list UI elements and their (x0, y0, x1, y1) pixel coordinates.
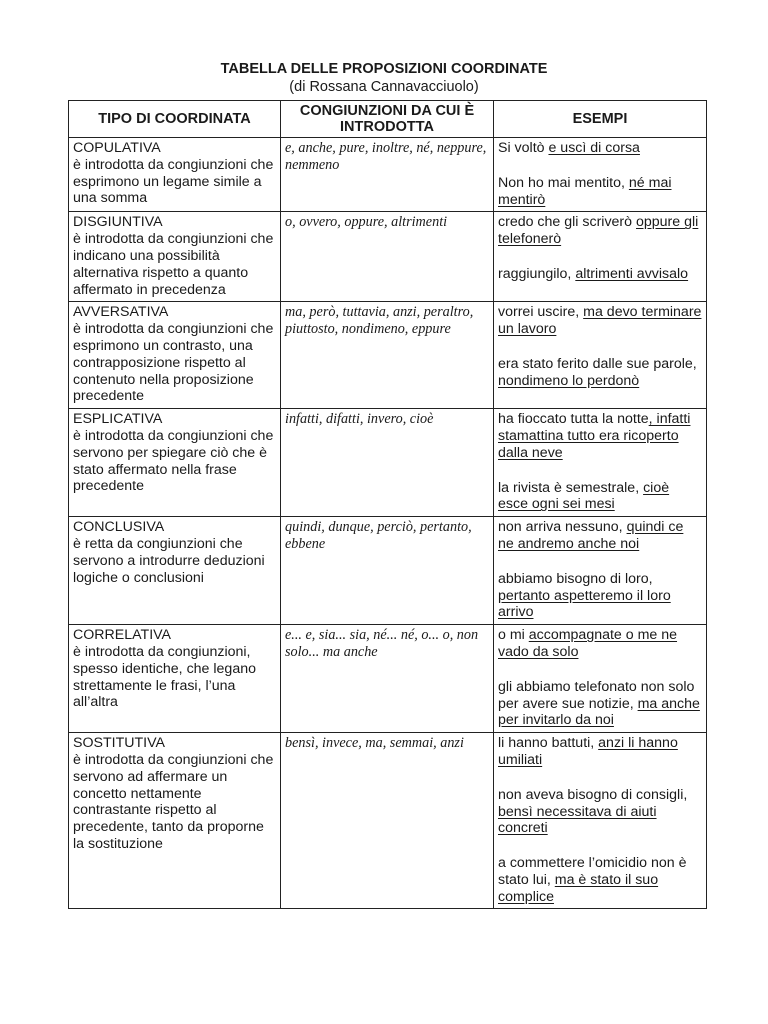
examples-cell (494, 138, 707, 212)
conjunctions-cell: quindi, dunque, perciò, pertanto, ebbene (281, 517, 494, 625)
example-underlined-clause: ma è stato il suo complice (498, 871, 659, 905)
example-plain-text: gli abbiamo telefonato non solo per avere sue notizie, (498, 678, 695, 712)
example-plain-text: abbiamo bisogno di loro, (498, 570, 653, 587)
examples-cell (494, 409, 707, 517)
example-underlined-clause: accompagnate o me ne vado da solo (498, 627, 678, 660)
example-plain-text: Si voltò (498, 140, 549, 156)
example-sentence (498, 266, 702, 283)
example-underlined-clause: ma anche per invitarlo da noi (498, 695, 700, 729)
example-sentence (498, 679, 702, 729)
type-description: è introdotta da congiunzioni che esprimono un contrasto, una contrapposizione rispetto al contenuto nella proposizione precedente (73, 321, 274, 405)
example-sentence (498, 627, 702, 661)
table-row (69, 138, 707, 212)
examples-cell (494, 625, 707, 733)
example-sentence (498, 519, 702, 553)
example-sentence (498, 411, 702, 461)
type-cell (69, 212, 281, 302)
example-underlined-clause: anzi li hanno umiliati (498, 735, 678, 768)
example-underlined-clause: nondimeno lo perdonò (498, 372, 640, 389)
table-row (69, 625, 707, 733)
table-body (69, 138, 707, 909)
example-plain-text: non arriva nessuno, (498, 519, 627, 536)
type-description: è retta da congiunzioni che servono a introdurre deduzioni logiche o conclusioni (73, 535, 265, 586)
examples-cell (494, 212, 707, 302)
example-sentence (498, 304, 702, 338)
example-underlined-clause: né mai mentirò (498, 174, 672, 208)
type-cell (69, 625, 281, 733)
example-underlined-clause: oppure gli telefonerò (498, 214, 699, 248)
table-row (69, 733, 707, 909)
header-examples: ESEMPI (494, 101, 707, 138)
conjunctions-cell: e... e, sia... sia, né... né, o... o, non solo... ma anche (281, 625, 494, 733)
example-underlined-clause: altrimenti avvisalo (575, 265, 689, 282)
example-sentence (498, 571, 702, 621)
example-plain-text: ha fioccato tutta la notte (498, 411, 649, 428)
conjunctions-cell: e, anche, pure, inoltre, né, neppure, nemmeno (281, 138, 494, 212)
example-plain-text: Non ho mai mentito, (498, 174, 629, 191)
conjunctions-cell: ma, però, tuttavia, anzi, peraltro, piuttosto, nondimeno, eppure (281, 302, 494, 409)
conjunctions-cell: infatti, difatti, invero, cioè (281, 409, 494, 517)
header-type: TIPO DI COORDINATA (69, 101, 281, 138)
type-description: è introdotta da congiunzioni, spesso identiche, che legano strettamente le frasi, l’una all’altra (73, 643, 256, 711)
type-cell (69, 517, 281, 625)
type-cell (69, 733, 281, 909)
example-underlined-clause: cioè esce ogni sei mesi (498, 479, 670, 513)
example-plain-text: non aveva bisogno di consigli, (498, 786, 688, 803)
examples-cell (494, 302, 707, 409)
example-plain-text: li hanno battuti, (498, 735, 599, 752)
page-subtitle: (di Rossana Cannavacciuolo) (289, 79, 479, 95)
example-plain-text: raggiungilo, (498, 265, 576, 282)
example-sentence (498, 356, 702, 390)
header-conjunctions: CONGIUNZIONI DA CUI È INTRODOTTA (281, 101, 494, 138)
example-sentence (498, 214, 702, 248)
type-name: AVVERSATIVA (73, 304, 169, 321)
type-name: ESPLICATIVA (73, 411, 163, 428)
type-name: SOSTITUTIVA (73, 735, 165, 752)
examples-cell (494, 733, 707, 909)
example-underlined-clause: quindi ce ne andremo anche noi (498, 519, 684, 552)
example-underlined-clause: e uscì di corsa (548, 140, 640, 156)
example-plain-text: era stato ferito dalle sue parole, (498, 355, 697, 372)
type-cell (69, 409, 281, 517)
example-underlined-clause: , infatti stamattina tutto era ricoperto dalla neve (498, 411, 691, 461)
type-name: CONCLUSIVA (73, 519, 165, 536)
type-name: DISGIUNTIVA (73, 214, 163, 231)
coordinate-clauses-table (68, 100, 707, 909)
type-description: è introdotta da congiunzioni che indicano una possibilità alternativa rispetto a quanto affermato in precedenza (73, 231, 274, 298)
example-plain-text: o mi (498, 627, 529, 644)
type-description: è introdotta da congiunzioni che servono per spiegare ciò che è stato affermato nella frase precedente (73, 427, 274, 495)
example-plain-text: vorrei uscire, (498, 304, 584, 321)
example-sentence (498, 855, 702, 905)
type-cell (69, 302, 281, 409)
example-sentence (498, 735, 702, 769)
table-row (69, 517, 707, 625)
type-name: CORRELATIVA (73, 627, 172, 644)
example-underlined-clause: bensì necessitava di aiuti concreti (498, 803, 657, 837)
example-sentence (498, 140, 702, 157)
table-row (69, 302, 707, 409)
table-row (69, 212, 707, 302)
type-name: COPULATIVA (73, 140, 161, 156)
example-plain-text: a commettere l’omicidio non è stato lui, (498, 855, 687, 888)
example-sentence (498, 480, 702, 514)
example-sentence (498, 175, 702, 209)
type-cell (69, 138, 281, 212)
type-description: è introdotta da congiunzioni che esprimono un legame simile a una somma (73, 156, 274, 207)
conjunctions-cell: o, ovvero, oppure, altrimenti (281, 212, 494, 302)
example-sentence (498, 787, 702, 837)
type-description: è introdotta da congiunzioni che servono ad affermare un concetto nettamente contrastante rispetto al precedente, tanto da proporne la sostituzione (73, 751, 274, 852)
example-underlined-clause: ma devo terminare un lavoro (498, 304, 702, 338)
example-underlined-clause: pertanto aspetteremo il loro arrivo (498, 587, 671, 621)
table-header-row (69, 101, 707, 138)
page-title: TABELLA DELLE PROPOSIZIONI COORDINATE (220, 61, 548, 77)
table-row (69, 409, 707, 517)
examples-cell (494, 517, 707, 625)
example-plain-text: credo che gli scriverò (498, 214, 636, 231)
conjunctions-cell: bensì, invece, ma, semmai, anzi (281, 733, 494, 909)
example-plain-text: la rivista è semestrale, (498, 479, 644, 496)
